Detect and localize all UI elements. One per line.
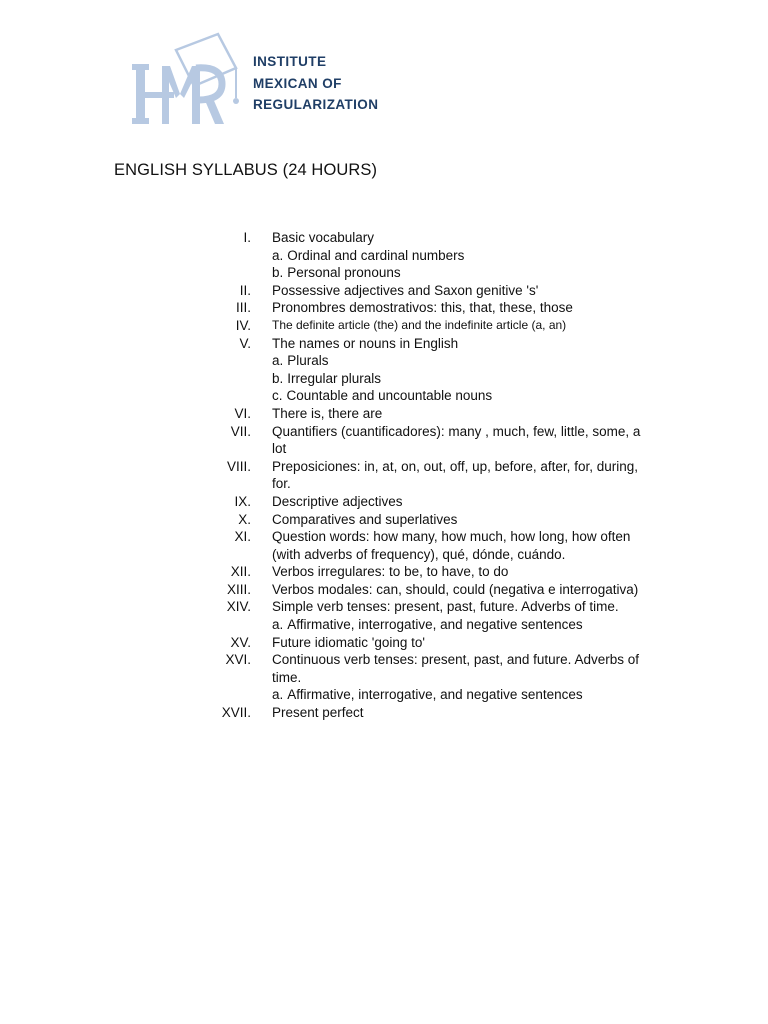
- syllabus-item-number: I.: [243, 230, 251, 245]
- syllabus-item-number: VI.: [234, 405, 251, 421]
- syllabus-subitem-text: Personal pronouns: [287, 265, 401, 281]
- syllabus-item: [150, 493, 670, 511]
- syllabus-item-number: XI.: [234, 529, 251, 545]
- institute-name: [253, 51, 378, 116]
- syllabus-item-text: Basic vocabulary: [272, 230, 375, 245]
- syllabus-item-text: Pronombres demostrativos: this, that, these, those: [272, 300, 573, 316]
- syllabus-item: [150, 423, 670, 458]
- syllabus-item-number: XII.: [230, 564, 251, 580]
- syllabus-item-text: The definite article (the) and the indefinite article (a, an): [272, 317, 567, 332]
- syllabus-subitem: [150, 264, 670, 282]
- syllabus-item: [150, 651, 670, 686]
- syllabus-item-number: VII.: [230, 423, 251, 439]
- syllabus-item-number: XIII.: [226, 581, 251, 597]
- syllabus-subitem-label: b.: [272, 265, 284, 281]
- syllabus-subitem-text: Countable and uncountable nouns: [286, 388, 493, 404]
- syllabus-item-number: XIV.: [226, 599, 251, 615]
- syllabus-item: [150, 598, 670, 616]
- syllabus-item: [150, 405, 670, 423]
- syllabus-subitem-label: a.: [272, 353, 284, 369]
- syllabus-item-text: Continuous verb tenses: present, past, and future. Adverbs of time.: [272, 652, 639, 685]
- syllabus-item: [150, 229, 670, 247]
- syllabus-item-text: Present perfect: [272, 705, 364, 721]
- syllabus-subitem: [150, 686, 670, 704]
- syllabus-item: [150, 704, 670, 722]
- syllabus-subitem-label: b.: [272, 370, 284, 386]
- syllabus-item-text: Quantifiers (cuantificadores): many , much, few, little, some, a lot: [272, 423, 641, 457]
- syllabus-subitem-text: Affirmative, interrogative, and negative sentences: [287, 687, 583, 703]
- syllabus-item-text: Verbos modales: can, should, could (negativa e interrogativa): [272, 581, 639, 597]
- syllabus-subitem-label: a.: [272, 617, 284, 633]
- syllabus-item-number: V.: [239, 335, 251, 351]
- syllabus-item-text: Verbos irregulares: to be, to have, to do: [272, 564, 509, 580]
- document-header: [132, 32, 432, 132]
- syllabus-item: [150, 299, 670, 317]
- syllabus-item-number: XVII.: [221, 705, 251, 721]
- syllabus-subitem-text: Irregular plurals: [287, 370, 382, 386]
- imr-logo-icon: [132, 32, 244, 128]
- syllabus-item-number: II.: [239, 282, 251, 298]
- syllabus-item-text: Question words: how many, how much, how long, how often (with adverbs of frequency), qué, dónde, cuándo.: [272, 529, 631, 562]
- syllabus-item: [150, 634, 670, 652]
- syllabus-item-number: IX.: [234, 493, 251, 509]
- institute-line: INSTITUTE: [253, 54, 327, 69]
- syllabus-item-number: IV.: [235, 317, 251, 333]
- syllabus-subitem: [150, 352, 670, 370]
- syllabus-item-text: The names or nouns in English: [272, 335, 459, 351]
- syllabus-item-text: Possessive adjectives and Saxon genitive 's': [272, 282, 539, 298]
- syllabus-item-number: VIII.: [226, 458, 251, 474]
- syllabus-subitem: [150, 247, 670, 265]
- syllabus-subitem: [150, 370, 670, 388]
- syllabus-item-text: Simple verb tenses: present, past, future. Adverbs of time.: [272, 599, 619, 615]
- syllabus-subitem: [150, 616, 670, 634]
- institute-line: MEXICAN OF: [253, 75, 342, 91]
- syllabus-item: [150, 458, 670, 493]
- syllabus-subitem-text: Ordinal and cardinal numbers: [287, 247, 465, 263]
- syllabus-item: [150, 528, 670, 563]
- syllabus-subitem-label: c.: [272, 388, 283, 404]
- syllabus-item-text: Future idiomatic 'going to': [272, 634, 425, 650]
- syllabus-subitem-text: Plurals: [287, 353, 329, 369]
- syllabus-subitem: [150, 387, 670, 405]
- document-title: ENGLISH SYLLABUS (24 HOURS): [114, 161, 378, 179]
- syllabus-list: [150, 229, 670, 722]
- syllabus-subitem-text: Affirmative, interrogative, and negative sentences: [287, 617, 583, 633]
- syllabus-item: [150, 563, 670, 581]
- syllabus-item-text: There is, there are: [272, 405, 383, 421]
- syllabus-item-text: Preposiciones: in, at, on, out, off, up, before, after, for, during, for.: [272, 458, 638, 492]
- syllabus-subitem-label: a.: [272, 247, 284, 263]
- syllabus-item-number: XVI.: [225, 652, 251, 668]
- syllabus-item: [150, 282, 670, 300]
- syllabus-item-number: III.: [235, 300, 251, 316]
- syllabus-item: [150, 581, 670, 599]
- syllabus-item-number: XV.: [230, 634, 251, 650]
- syllabus-item-number: X.: [238, 511, 251, 527]
- syllabus-item-text: Descriptive adjectives: [272, 493, 403, 509]
- syllabus-item: [150, 335, 670, 353]
- institute-line: REGULARIZATION: [253, 97, 379, 112]
- syllabus-item-text: Comparatives and superlatives: [272, 511, 458, 527]
- syllabus-item: [150, 511, 670, 529]
- syllabus-subitem-label: a.: [272, 687, 284, 703]
- syllabus-item: [150, 317, 670, 335]
